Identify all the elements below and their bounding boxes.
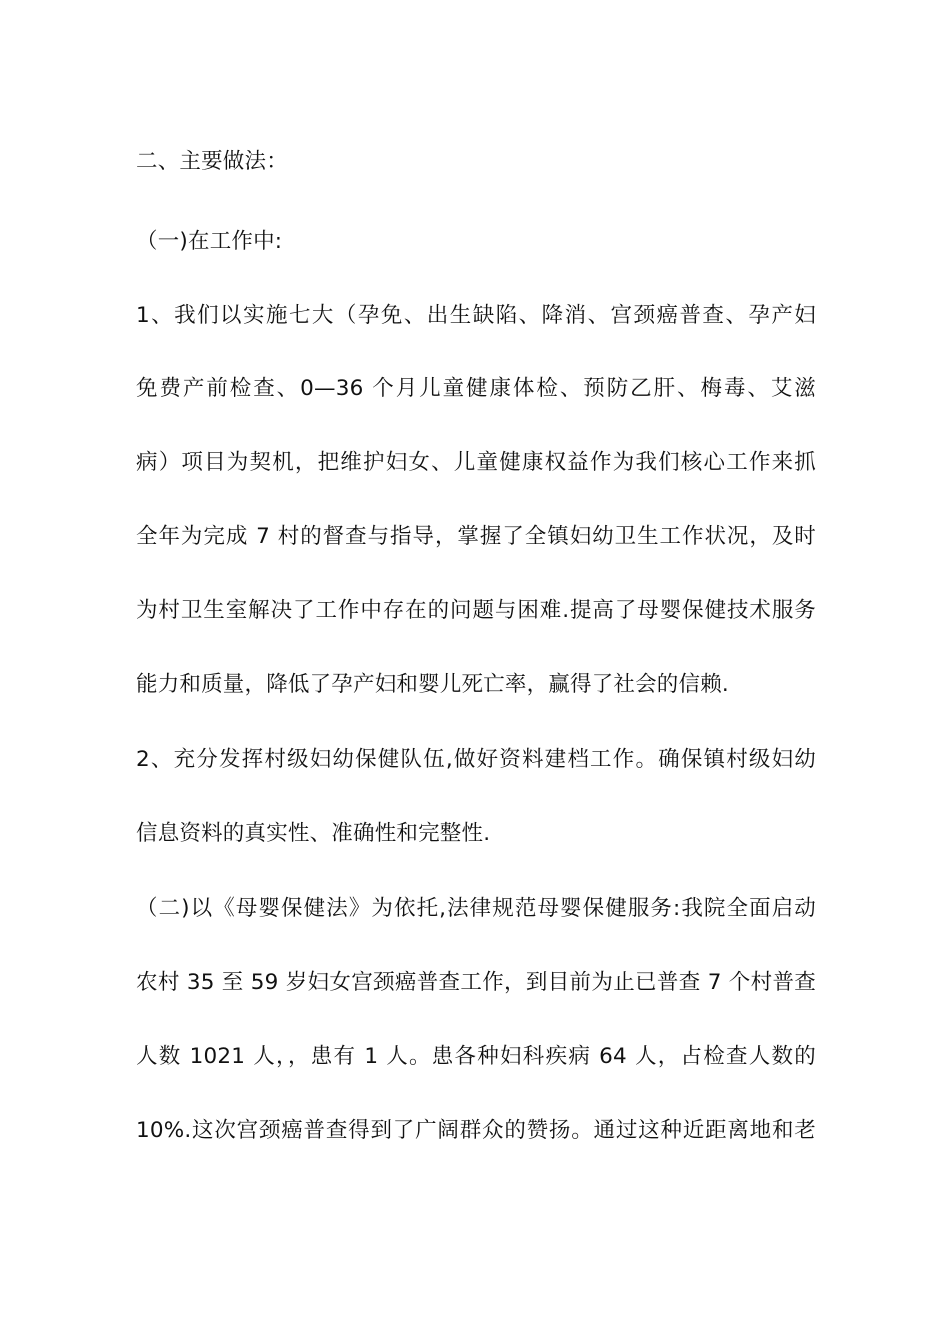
subsection-heading-2: （二)以《母婴保健法》为依托,法律规范母婴保健服务:我院全面启动	[136, 896, 816, 921]
section-heading-main-practices: 二、主要做法：	[136, 149, 288, 174]
paragraph-line: 全年为完成 7 村的督查与指导，掌握了全镇妇幼卫生工作状况，及时	[136, 524, 816, 549]
paragraph-line: 10%.这次宫颈癌普查得到了广阔群众的赞扬。通过这种近距离地和老	[136, 1118, 816, 1143]
paragraph-line: 病）项目为契机，把维护妇女、儿童健康权益作为我们核心工作来抓	[136, 450, 816, 475]
paragraph-line: 信息资料的真实性、准确性和完整性.	[136, 821, 491, 846]
paragraph-line: 1、我们以实施七大（孕免、出生缺陷、降消、宫颈癌普查、孕产妇	[136, 303, 816, 328]
paragraph-line: 2、充分发挥村级妇幼保健队伍,做好资料建档工作。确保镇村级妇幼	[136, 747, 816, 772]
paragraph-line: 免费产前检查、0—36 个月儿童健康体检、预防乙肝、梅毒、艾滋	[136, 376, 816, 401]
subsection-heading-1: （一)在工作中:	[136, 229, 283, 254]
paragraph-line: 为村卫生室解决了工作中存在的问题与困难.提高了母婴保健技术服务	[136, 598, 816, 623]
paragraph-line: 农村 35 至 59 岁妇女宫颈癌普查工作，到目前为止已普查 7 个村普查	[136, 970, 816, 995]
paragraph-line: 人数 1021 人，，患有 1 人。患各种妇科疾病 64 人，占检查人数的	[136, 1044, 816, 1069]
paragraph-line: 能力和质量，降低了孕产妇和婴儿死亡率，赢得了社会的信赖.	[136, 672, 729, 697]
